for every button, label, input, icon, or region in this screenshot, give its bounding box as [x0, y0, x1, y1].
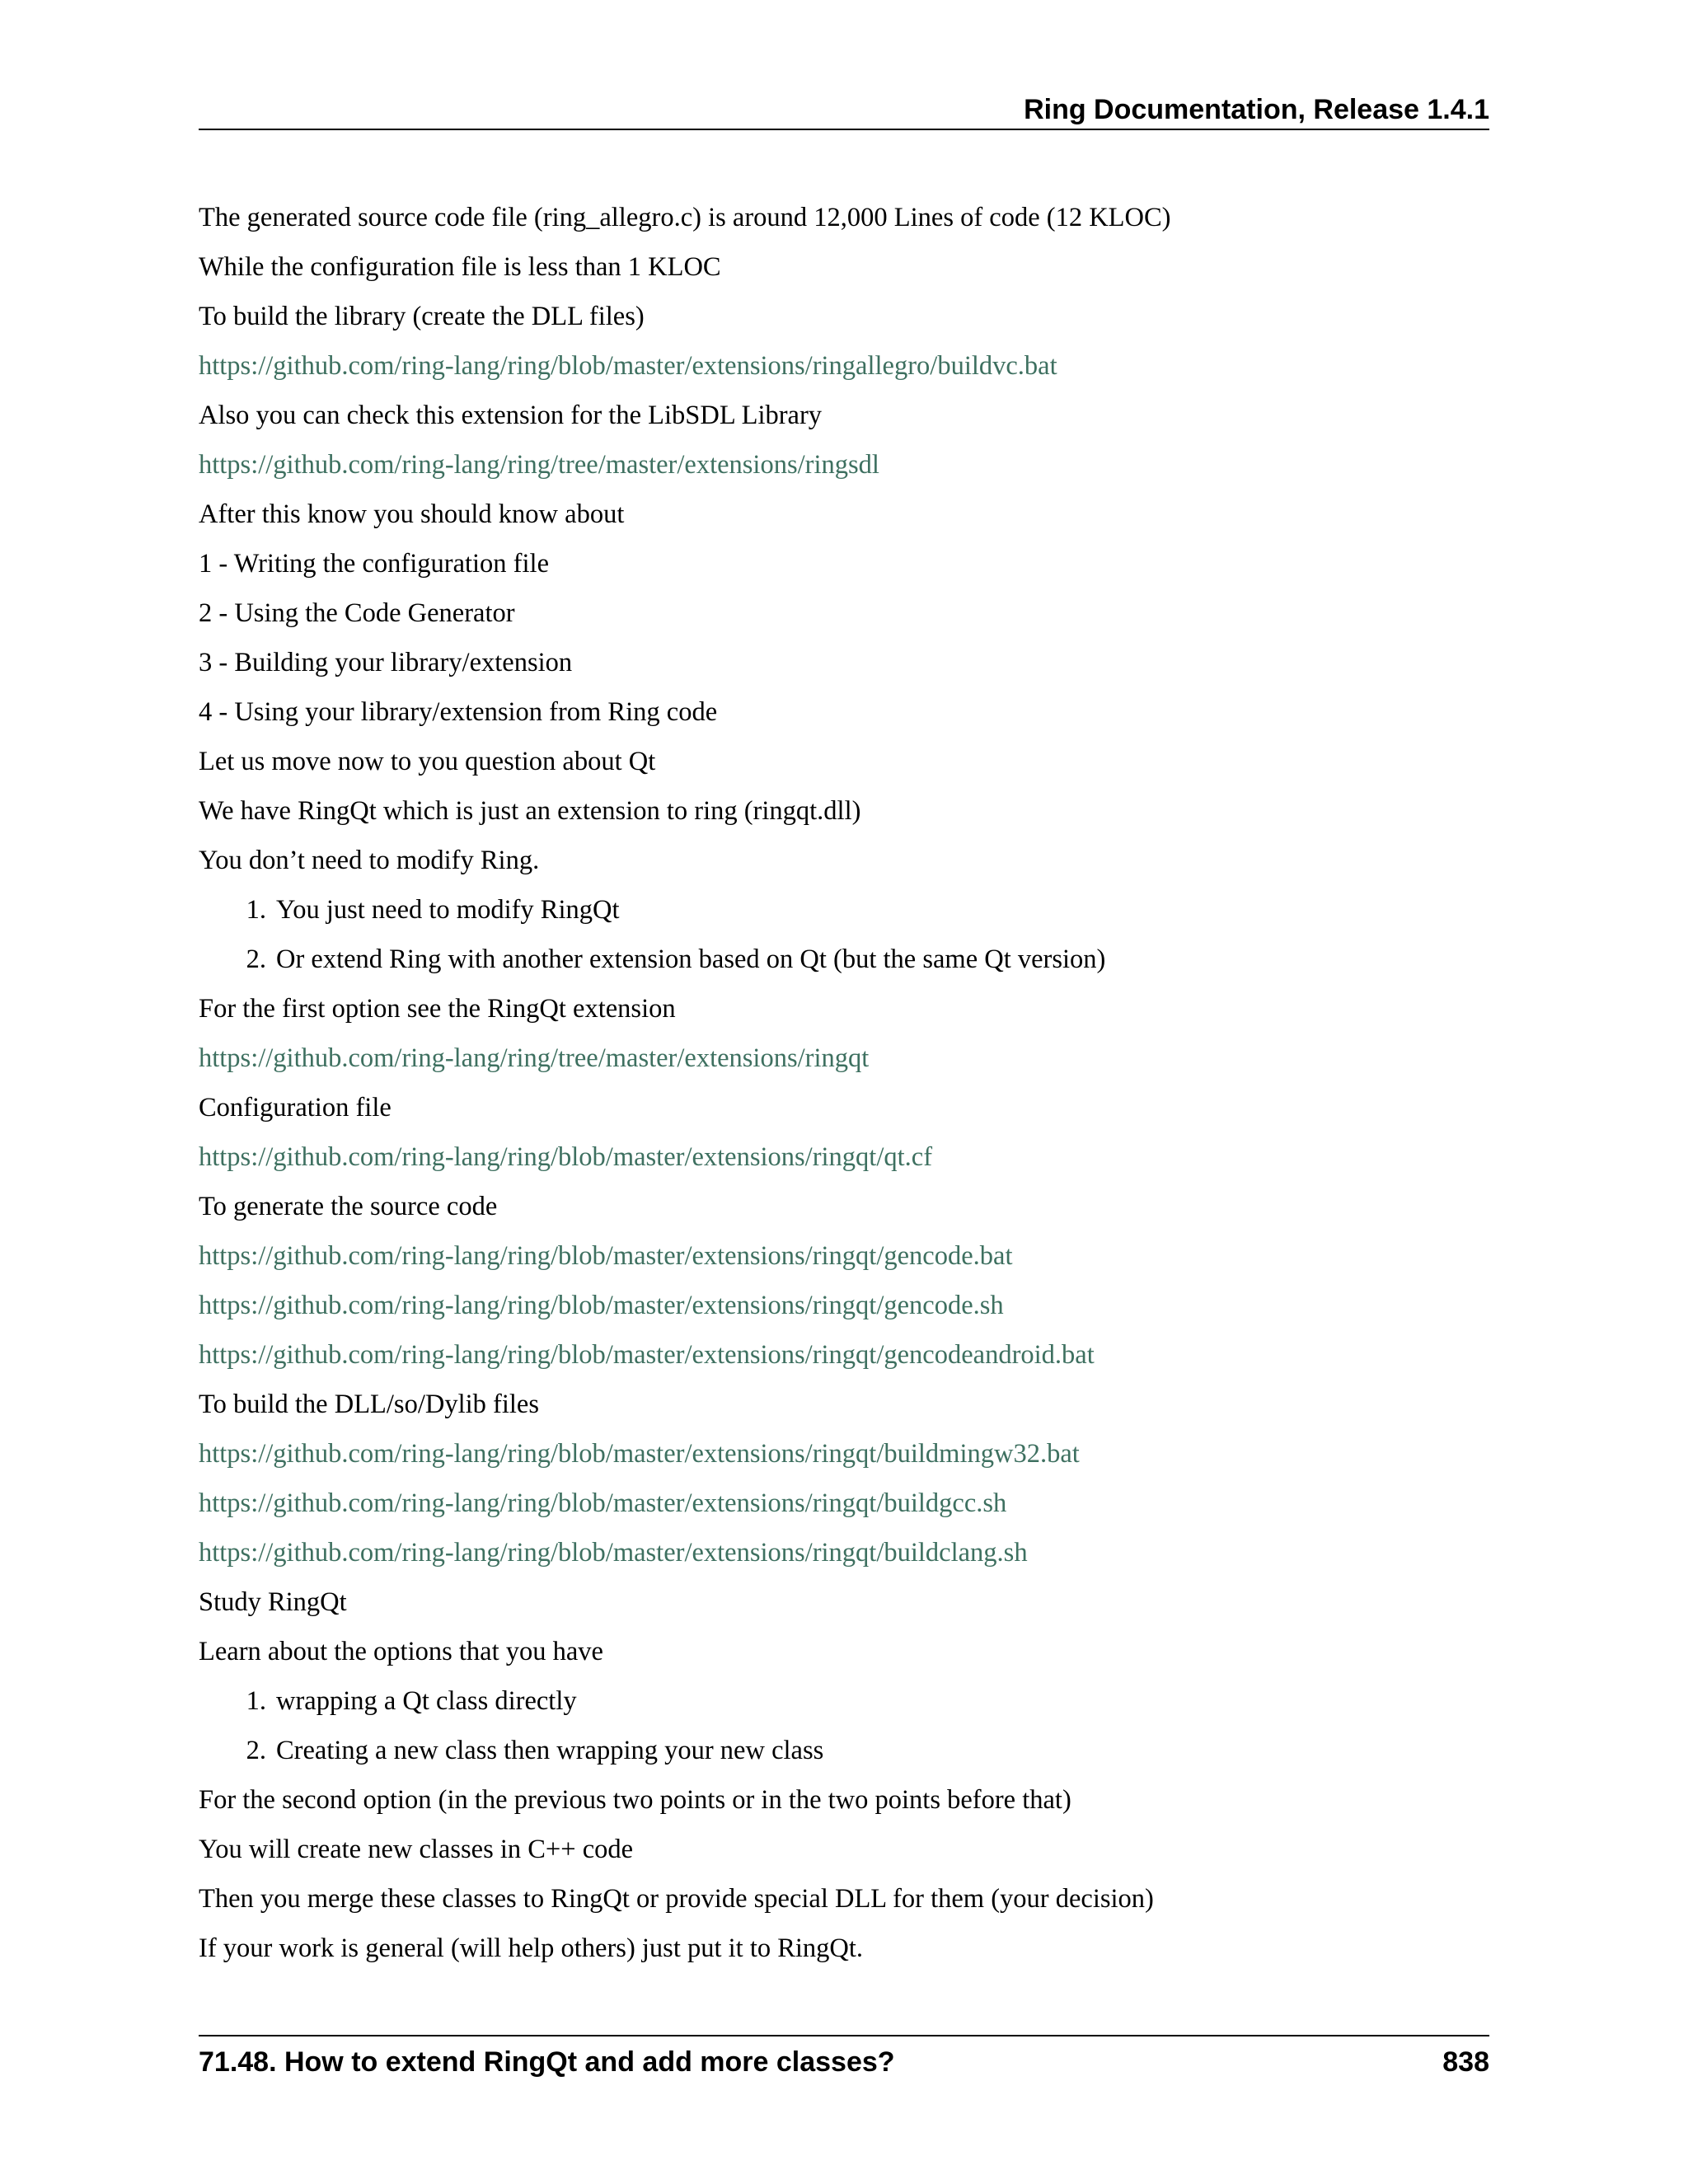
paragraph: Learn about the options that you have — [199, 1637, 603, 1666]
paragraph: 1 - Writing the configuration file — [199, 549, 549, 579]
document-body — [199, 198, 1489, 1978]
paragraph: If your work is general (will help others) just put it to RingQt. — [199, 1933, 864, 1963]
link-ringqt[interactable]: https://github.com/ring-lang/ring/tree/master/extensions/ringqt — [199, 1043, 870, 1073]
list-item — [199, 1681, 1489, 1731]
list-item — [199, 890, 1489, 940]
header-title: Ring Documentation, Release 1.4.1 — [1024, 94, 1489, 125]
link-qt-cf[interactable]: https://github.com/ring-lang/ring/blob/master/extensions/ringqt/qt.cf — [199, 1142, 933, 1172]
list-item-text: Creating a new class then wrapping your new class — [276, 1736, 824, 1765]
paragraph: For the first option see the RingQt extension — [199, 994, 676, 1024]
list-item-text: wrapping a Qt class directly — [276, 1686, 577, 1716]
link-buildgcc-sh[interactable]: https://github.com/ring-lang/ring/blob/master/extensions/ringqt/buildgcc.sh — [199, 1488, 1007, 1518]
paragraph: We have RingQt which is just an extension to ring (ringqt.dll) — [199, 796, 861, 826]
paragraph: For the second option (in the previous two points or in the two points before that) — [199, 1785, 1071, 1815]
list-item — [199, 940, 1489, 989]
list-number: 2. — [246, 1736, 266, 1765]
list-number: 1. — [246, 1686, 266, 1716]
paragraph: To build the DLL/so/Dylib files — [199, 1390, 539, 1419]
paragraph: While the configuration file is less than 1 KLOC — [199, 252, 721, 282]
paragraph: Let us move now to you question about Qt — [199, 747, 656, 776]
page-number: 838 — [1442, 2046, 1489, 2078]
paragraph: 3 - Building your library/extension — [199, 648, 573, 677]
paragraph: 2 - Using the Code Generator — [199, 598, 515, 628]
paragraph: The generated source code file (ring_allegro.c) is around 12,000 Lines of code (12 KLOC) — [199, 203, 1171, 232]
page-header — [199, 89, 1489, 130]
list-item-text: You just need to modify RingQt — [276, 895, 620, 925]
list-number: 1. — [246, 895, 266, 925]
paragraph: Configuration file — [199, 1093, 392, 1122]
link-gencode-bat[interactable]: https://github.com/ring-lang/ring/blob/master/extensions/ringqt/gencode.bat — [199, 1241, 1013, 1271]
paragraph: Also you can check this extension for the LibSDL Library — [199, 401, 823, 430]
link-buildvc[interactable]: https://github.com/ring-lang/ring/blob/master/extensions/ringallegro/buildvc.bat — [199, 351, 1057, 381]
paragraph: After this know you should know about — [199, 499, 625, 529]
list-item — [199, 1731, 1489, 1780]
paragraph: 4 - Using your library/extension from Ring code — [199, 697, 718, 727]
link-gencode-sh[interactable]: https://github.com/ring-lang/ring/blob/master/extensions/ringqt/gencode.sh — [199, 1291, 1004, 1320]
paragraph: To generate the source code — [199, 1192, 498, 1221]
link-buildclang-sh[interactable]: https://github.com/ring-lang/ring/blob/master/extensions/ringqt/buildclang.sh — [199, 1538, 1028, 1568]
link-buildmingw32-bat[interactable]: https://github.com/ring-lang/ring/blob/master/extensions/ringqt/buildmingw32.bat — [199, 1439, 1080, 1469]
list-number: 2. — [246, 944, 266, 974]
footer-section-title: 71.48. How to extend RingQt and add more classes? — [199, 2046, 895, 2078]
list-item-text: Or extend Ring with another extension based on Qt (but the same Qt version) — [276, 944, 1106, 974]
page-footer — [199, 2035, 1489, 2084]
paragraph: To build the library (create the DLL files) — [199, 302, 645, 331]
paragraph: Then you merge these classes to RingQt or provide special DLL for them (your decision) — [199, 1884, 1154, 1914]
paragraph: You will create new classes in C++ code — [199, 1835, 634, 1864]
paragraph: You don’t need to modify Ring. — [199, 846, 540, 875]
paragraph: Study RingQt — [199, 1587, 347, 1617]
link-ringsdl[interactable]: https://github.com/ring-lang/ring/tree/master/extensions/ringsdl — [199, 450, 879, 480]
link-gencodeandroid-bat[interactable]: https://github.com/ring-lang/ring/blob/master/extensions/ringqt/gencodeandroid.bat — [199, 1340, 1095, 1370]
